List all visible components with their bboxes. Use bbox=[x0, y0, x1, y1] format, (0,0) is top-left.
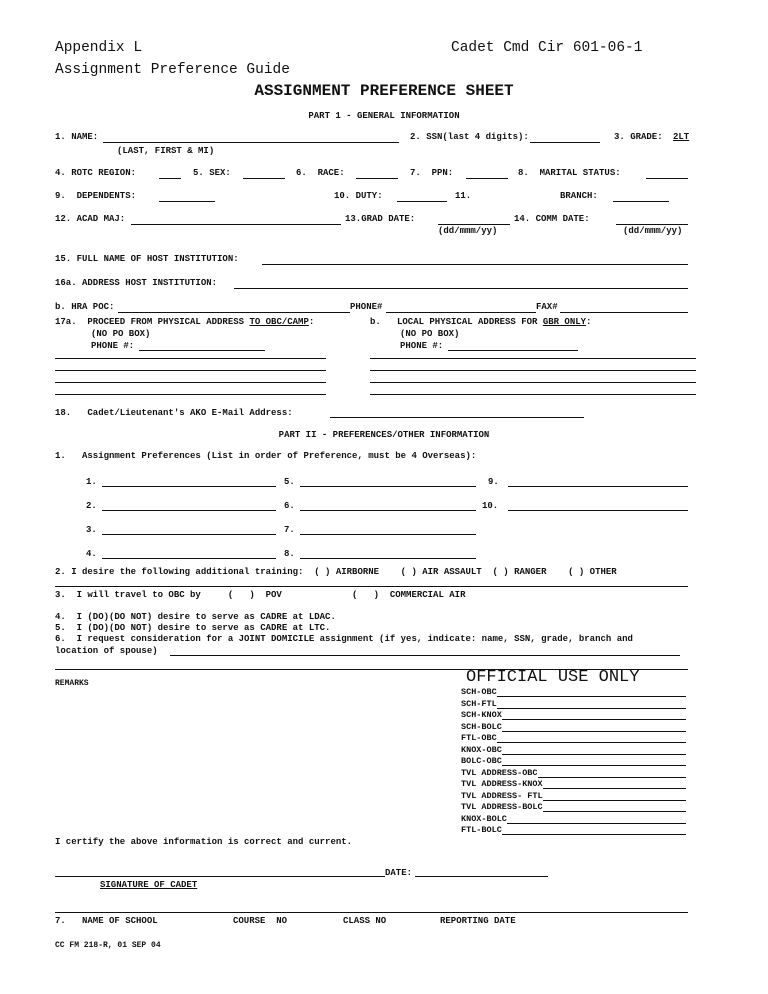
signature-field[interactable] bbox=[55, 876, 385, 877]
part1-heading: PART 1 - GENERAL INFORMATION bbox=[308, 111, 460, 121]
date-label: DATE: bbox=[385, 868, 413, 878]
pref-9-label: 9. bbox=[488, 477, 499, 487]
official-item-label: SCH-KNOX bbox=[461, 710, 502, 720]
item17a-label: 17a. PROCEED FROM PHYSICAL ADDRESS TO OBC/CAMP: bbox=[55, 317, 315, 327]
official-item-label: TVL ADDRESS-OBC bbox=[461, 767, 538, 778]
ssn-field[interactable] bbox=[530, 142, 600, 143]
address-a-line[interactable] bbox=[55, 394, 326, 395]
duty-label: 10. DUTY: bbox=[334, 191, 383, 201]
name-field[interactable] bbox=[103, 142, 399, 143]
branch-label: BRANCH: bbox=[560, 191, 598, 201]
pref-3-field[interactable] bbox=[102, 534, 276, 535]
q3-travel[interactable]: 3. I will travel to OBC by ( ) POV ( ) COMMERCIAL AIR bbox=[55, 590, 466, 600]
part2-heading: PART II - PREFERENCES/OTHER INFORMATION bbox=[278, 430, 490, 440]
ako-label: 18. Cadet/Lieutenant's AKO E-Mail Address: bbox=[55, 408, 293, 418]
pref-5-field[interactable] bbox=[300, 486, 476, 487]
pref-7-field[interactable] bbox=[300, 534, 476, 535]
race-label: 6. RACE: bbox=[296, 168, 345, 178]
pref-4-field[interactable] bbox=[102, 558, 276, 559]
other-training-line[interactable] bbox=[55, 586, 688, 587]
official-item-label: KNOX-BOLC bbox=[461, 813, 507, 824]
form-number: CC FM 218-R, 01 SEP 04 bbox=[55, 941, 161, 950]
race-field[interactable] bbox=[356, 178, 398, 179]
phone-label: PHONE# bbox=[350, 302, 383, 312]
pref-10-field[interactable] bbox=[508, 510, 688, 511]
official-item-field[interactable] bbox=[502, 731, 686, 732]
host-label: 15. FULL NAME OF HOST INSTITUTION: bbox=[55, 254, 239, 264]
marital-label: 8. MARITAL STATUS: bbox=[518, 168, 621, 178]
address-label: 16a. ADDRESS HOST INSTITUTION: bbox=[55, 278, 218, 288]
official-item-label: SCH-OBC bbox=[461, 687, 497, 697]
q2-training[interactable]: 2. I desire the following additional training: ( ) AIRBORNE ( ) AIR ASSAULT ( ) RANGER ( ) OTHER bbox=[55, 567, 617, 577]
dependents-field[interactable] bbox=[159, 201, 215, 202]
sex-field[interactable] bbox=[243, 178, 285, 179]
pref-6-field[interactable] bbox=[300, 510, 476, 511]
official-item-label: SCH-BOLC bbox=[461, 721, 502, 732]
ppn-field[interactable] bbox=[466, 178, 508, 179]
phone-a-label: PHONE #: bbox=[91, 341, 135, 351]
grade-value: 2LT bbox=[673, 132, 690, 142]
phone-field[interactable] bbox=[386, 312, 536, 313]
appendix-label: Appendix L bbox=[55, 40, 143, 56]
hra-label: b. HRA POC: bbox=[55, 302, 115, 312]
nopo-b: (NO PO BOX) bbox=[400, 329, 460, 339]
ppn-label: 7. PPN: bbox=[410, 168, 454, 178]
comm-field[interactable] bbox=[616, 224, 688, 225]
address-b-line[interactable] bbox=[370, 370, 696, 371]
official-item-label: FTL-OBC bbox=[461, 733, 497, 743]
official-item-field[interactable] bbox=[497, 742, 686, 743]
name-label: 1. NAME: bbox=[55, 132, 99, 142]
guide-label: Assignment Preference Guide bbox=[55, 62, 290, 78]
q6-spouse-label: location of spouse) bbox=[55, 646, 158, 656]
dependents-label: 9. DEPENDENTS: bbox=[55, 191, 137, 201]
official-item-label: TVL ADDRESS- FTL bbox=[461, 790, 543, 801]
q6-joint-domicile: 6. I request consideration for a JOINT DOMICILE assignment (if yes, indicate: name, SSN, grade, branch and bbox=[55, 634, 633, 644]
address-b-line[interactable] bbox=[370, 358, 696, 359]
pref-2-label: 2. bbox=[86, 501, 97, 511]
official-item-label: TVL ADDRESS-KNOX bbox=[461, 779, 543, 789]
phone-b-field[interactable] bbox=[448, 350, 578, 351]
pref-7-label: 7. bbox=[284, 525, 295, 535]
fax-label: FAX# bbox=[536, 302, 558, 312]
pref-4-label: 4. bbox=[86, 549, 97, 559]
pref-5-label: 5. bbox=[284, 477, 295, 487]
official-item-field[interactable] bbox=[502, 754, 686, 755]
pref-2-field[interactable] bbox=[102, 510, 276, 511]
grad-label: 13.GRAD DATE: bbox=[345, 214, 416, 224]
official-item-field[interactable] bbox=[502, 765, 686, 766]
ako-field[interactable] bbox=[330, 417, 584, 418]
official-use-heading: OFFICIAL USE ONLY bbox=[466, 668, 640, 687]
grad-format: (dd/mmm/yy) bbox=[438, 226, 498, 236]
official-item-field[interactable] bbox=[502, 719, 686, 720]
official-item-field[interactable] bbox=[507, 823, 686, 824]
official-item-field[interactable] bbox=[543, 800, 686, 801]
address-b-line[interactable] bbox=[370, 382, 696, 383]
pref-3-label: 3. bbox=[86, 525, 97, 535]
marital-field[interactable] bbox=[646, 178, 688, 179]
branch-field[interactable] bbox=[613, 201, 669, 202]
page-title: ASSIGNMENT PREFERENCE SHEET bbox=[254, 82, 514, 100]
rotc-field[interactable] bbox=[159, 178, 181, 179]
phone-a-field[interactable] bbox=[139, 350, 265, 351]
ssn-label: 2. SSN(last 4 digits): bbox=[410, 132, 529, 142]
address-a-line[interactable] bbox=[55, 382, 326, 383]
hra-field[interactable] bbox=[118, 312, 350, 313]
fax-field[interactable] bbox=[560, 312, 688, 313]
certify-text: I certify the above information is correct and current. bbox=[55, 837, 353, 847]
rotc-label: 4. ROTC REGION: bbox=[55, 168, 137, 178]
host-field[interactable] bbox=[262, 264, 688, 265]
q5-ltc[interactable]: 5. I (DO)(DO NOT) desire to serve as CADRE at LTC. bbox=[55, 623, 331, 633]
signature-label: SIGNATURE OF CADET bbox=[100, 880, 198, 890]
pref-10-label: 10. bbox=[482, 501, 499, 511]
comm-label: 14. COMM DATE: bbox=[514, 214, 590, 224]
official-item-label: SCH-FTL bbox=[461, 698, 497, 709]
reporting-date-label: REPORTING DATE bbox=[440, 916, 516, 926]
official-item-field[interactable] bbox=[502, 834, 686, 835]
pref-6-label: 6. bbox=[284, 501, 295, 511]
remarks-label: REMARKS bbox=[55, 679, 89, 688]
comm-format: (dd/mmm/yy) bbox=[623, 226, 683, 236]
official-item-field[interactable] bbox=[497, 708, 686, 709]
official-item-field[interactable] bbox=[497, 696, 686, 697]
address-a-line[interactable] bbox=[55, 370, 326, 371]
address-b-line[interactable] bbox=[370, 394, 696, 395]
official-item-label: KNOX-OBC bbox=[461, 744, 502, 755]
duty-field[interactable] bbox=[397, 201, 447, 202]
school-label: 7. NAME OF SCHOOL bbox=[55, 916, 158, 926]
official-item-field[interactable] bbox=[543, 788, 686, 789]
official-item-field[interactable] bbox=[538, 777, 687, 778]
acad-field[interactable] bbox=[131, 224, 341, 225]
pref-8-field[interactable] bbox=[300, 558, 476, 559]
pref-9-field[interactable] bbox=[508, 486, 688, 487]
q1-label: 1. Assignment Preferences (List in order of Preference, must be 4 Overseas): bbox=[55, 451, 477, 461]
date-field[interactable] bbox=[415, 876, 548, 877]
phone-b-label: PHONE #: bbox=[400, 341, 444, 351]
sex-label: 5. SEX: bbox=[193, 168, 231, 178]
pref-1-label: 1. bbox=[86, 477, 97, 487]
official-item-label: BOLC-OBC bbox=[461, 756, 502, 766]
spouse-field[interactable] bbox=[170, 655, 680, 656]
address-field[interactable] bbox=[234, 288, 688, 289]
school-line[interactable] bbox=[55, 912, 688, 913]
nopo-a: (NO PO BOX) bbox=[91, 329, 151, 339]
q4-ldac[interactable]: 4. I (DO)(DO NOT) desire to serve as CADRE at LDAC. bbox=[55, 612, 336, 622]
circular-number: Cadet Cmd Cir 601-06-1 bbox=[451, 40, 643, 56]
course-label: COURSE NO bbox=[233, 916, 288, 926]
item11-label: 11. bbox=[455, 191, 472, 201]
name-sub: (LAST, FIRST & MI) bbox=[117, 146, 215, 156]
pref-1-field[interactable] bbox=[102, 486, 276, 487]
grad-field[interactable] bbox=[438, 224, 510, 225]
official-item-label: TVL ADDRESS-BOLC bbox=[461, 802, 543, 812]
class-label: CLASS NO bbox=[343, 916, 387, 926]
grade-label: 3. GRADE: bbox=[614, 132, 663, 142]
item17b-label: b. LOCAL PHYSICAL ADDRESS FOR GBR ONLY: bbox=[370, 317, 592, 327]
official-item-field[interactable] bbox=[543, 811, 686, 812]
acad-label: 12. ACAD MAJ: bbox=[55, 214, 126, 224]
pref-8-label: 8. bbox=[284, 549, 295, 559]
official-item-label: FTL-BOLC bbox=[461, 825, 502, 835]
address-a-line[interactable] bbox=[55, 358, 326, 359]
